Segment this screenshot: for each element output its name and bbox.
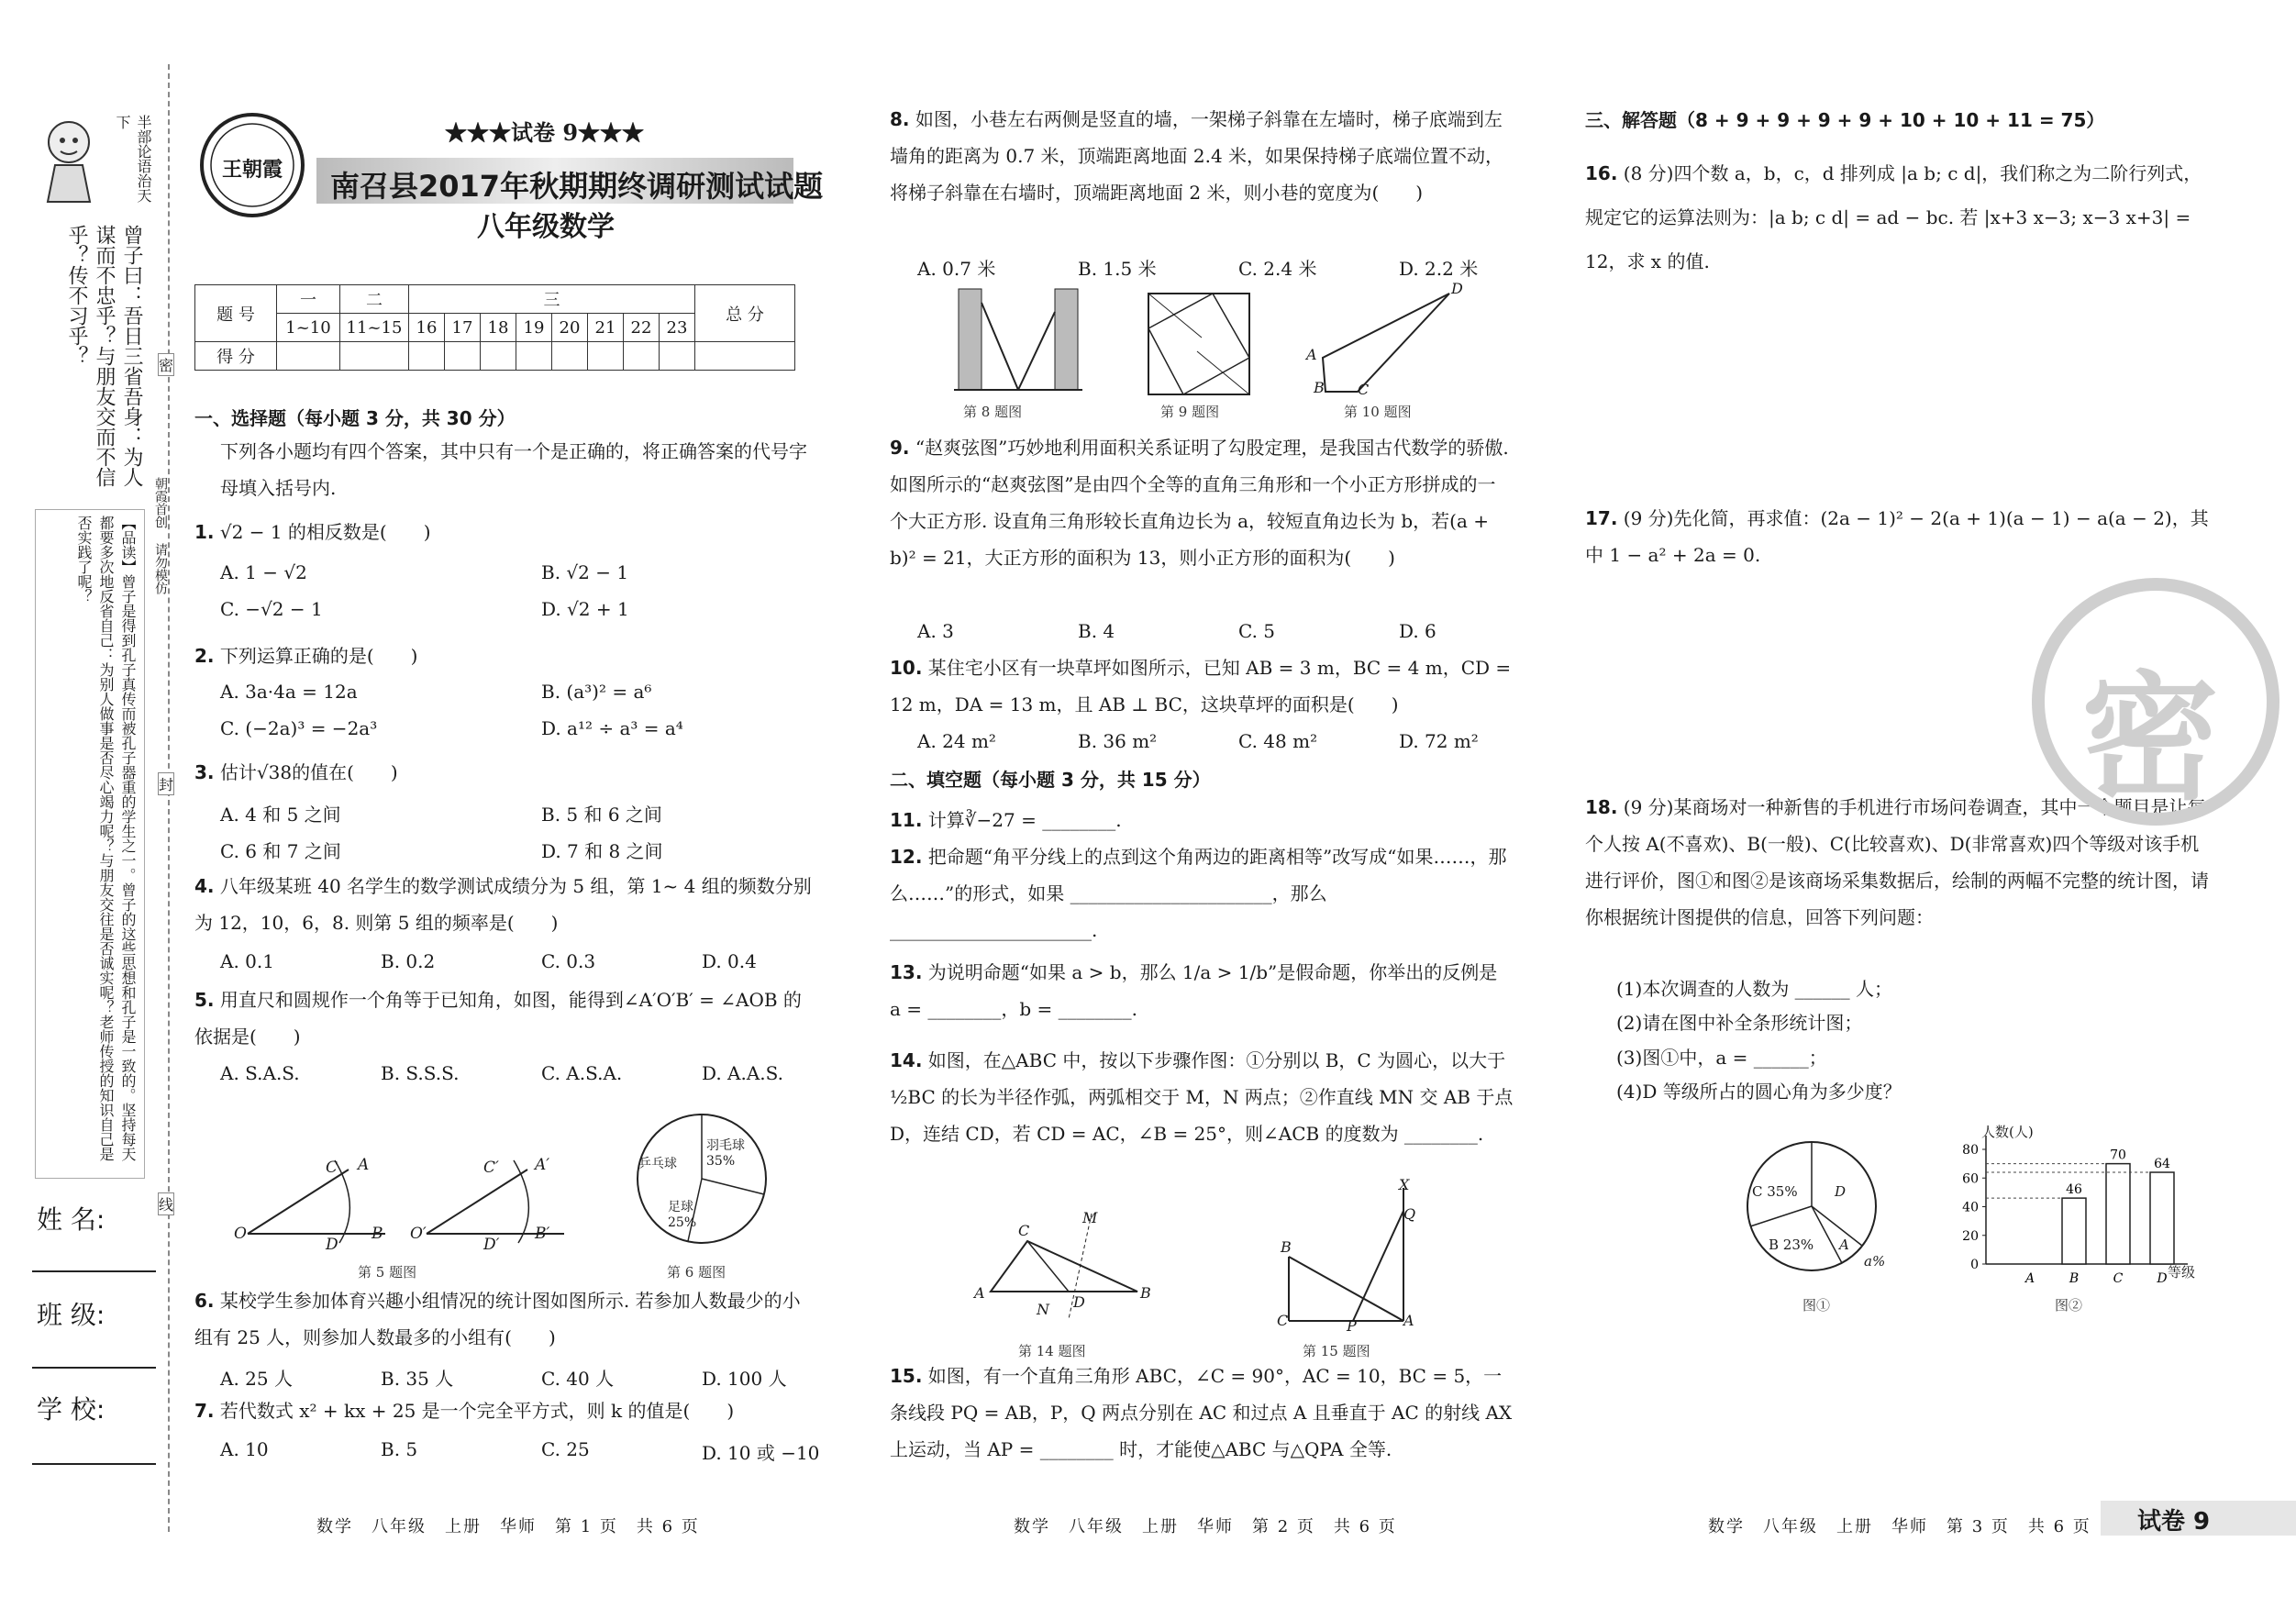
option[interactable]: B. 35 人	[381, 1368, 454, 1390]
x-tick-label: B	[2069, 1271, 2080, 1286]
qnum: 2.	[194, 645, 215, 667]
side-mark-2: 封	[158, 772, 174, 795]
option[interactable]: B. √2 − 1	[541, 561, 629, 583]
dashed-cut-line	[168, 64, 170, 1532]
fig10-label-D: D	[1451, 280, 1463, 297]
question-text: (9 分)先化简，再求值：(2a − 1)² − 2(a + 1)(a − 1) − a(a − 2)，其中 1 − a² + 2a = 0.	[1585, 507, 2209, 566]
q4-options	[220, 950, 862, 972]
confidential-stamp	[2032, 578, 2279, 826]
figure-10	[1303, 280, 1468, 399]
question-4	[194, 868, 818, 941]
fig10-label-B: B	[1314, 379, 1325, 396]
fig6-slice: 足球 25%	[668, 1200, 697, 1230]
score-cell[interactable]	[660, 342, 695, 371]
option[interactable]: C. 40 人	[541, 1368, 615, 1390]
question-text: 某住宅小区有一块草坪如图所示，已知 AB = 3 m，BC = 4 m，CD = 12 m，DA = 13 m，且 AB ⊥ BC，这块草坪的面积是( )	[890, 657, 1512, 715]
bar-chart	[1940, 1126, 2202, 1292]
score-cell[interactable]	[481, 342, 516, 371]
question-6	[194, 1282, 818, 1356]
y-tick-label: 60	[1962, 1171, 1979, 1187]
option[interactable]: B. 1.5 米	[1078, 258, 1157, 280]
corner-tag	[2101, 1501, 2296, 1536]
fig15-label-C: C	[1277, 1312, 1289, 1329]
footer-page-2: 数学 八年级 上册 华师 第 2 页 共 6 页	[1014, 1517, 1397, 1536]
qnum: 3.	[194, 761, 215, 783]
score-head-1: 一	[277, 285, 340, 314]
question-14	[890, 1042, 1514, 1152]
fig9-caption: 第 9 题图	[1160, 404, 1220, 420]
fig10-label-A: A	[1306, 346, 1317, 363]
fig6-caption: 第 6 题图	[667, 1264, 727, 1281]
footer-page-1: 数学 八年级 上册 华师 第 1 页 共 6 页	[316, 1517, 700, 1536]
figure-9	[1147, 292, 1252, 397]
score-q: 22	[624, 314, 660, 342]
q5-options	[220, 1062, 862, 1084]
score-table	[194, 284, 795, 371]
exam-tag: ★★★试卷 9★★★	[445, 119, 645, 146]
qnum: 9.	[890, 437, 910, 459]
bar-chart-xlabel: 等级	[2168, 1264, 2196, 1281]
option[interactable]: A. 10	[220, 1438, 269, 1460]
option[interactable]: C. 2.4 米	[1238, 258, 1317, 280]
question-5	[194, 981, 818, 1055]
option[interactable]: B. 36 m²	[1078, 730, 1158, 752]
score-cell[interactable]	[588, 342, 624, 371]
fig5-label: O′	[410, 1225, 427, 1243]
question-2	[194, 638, 818, 674]
score-q: 11~15	[340, 314, 409, 342]
fig18-pie-label: B 23%	[1769, 1237, 1814, 1253]
bar-data-label: 46	[2066, 1182, 2082, 1198]
class-label: 班 级:	[37, 1300, 105, 1330]
fig18-pie-label: A	[1839, 1237, 1849, 1253]
question-10	[890, 649, 1514, 723]
qnum: 1.	[194, 521, 215, 543]
option[interactable]: C. A.S.A.	[541, 1062, 623, 1084]
question-text: 用直尺和圆规作一个角等于已知角，如图，能得到∠A′O′B′ = ∠AOB 的依据是( )	[194, 989, 802, 1048]
option[interactable]: B. 5 和 6 之间	[541, 804, 662, 826]
qnum: 8.	[890, 108, 910, 130]
fig15-label-P: P	[1347, 1317, 1357, 1335]
option[interactable]: B. 4	[1078, 620, 1115, 642]
qnum: 15.	[890, 1365, 923, 1387]
q8-options	[917, 254, 1559, 281]
option[interactable]: A. 24 m²	[917, 730, 996, 752]
qnum: 13.	[890, 961, 923, 983]
fig18-pie-label: C 35%	[1752, 1183, 1798, 1200]
option[interactable]: D. √2 + 1	[541, 598, 629, 620]
question-18-part-4: (4)D 等级所占的圆心角为多少度？	[1616, 1081, 1902, 1103]
option[interactable]: A. 1 − √2	[220, 561, 307, 583]
fig5-label: D	[326, 1236, 338, 1254]
side-mark-3: 线	[158, 1192, 174, 1215]
name-field[interactable]	[32, 1270, 156, 1272]
question-text: 为说明命题“如果 a > b，那么 1/a > 1/b”是假命题，你举出的反例是 a = ________，b = ________.	[890, 961, 1498, 1020]
q9-options	[917, 620, 1559, 642]
y-tick-label: 40	[1962, 1200, 1979, 1215]
copyright-note: 朝霞首创 请勿模仿	[153, 477, 168, 594]
x-tick-label: A	[2024, 1271, 2035, 1286]
question-18-part-2: (2)请在图中补全条形统计图；	[1616, 1012, 1863, 1034]
option[interactable]: D. 10 或 −10	[702, 1442, 820, 1464]
page-subtitle: 八年级数学	[477, 211, 615, 243]
option[interactable]: A. 4 和 5 之间	[220, 804, 341, 826]
fig6-slice: 羽毛球 35%	[706, 1138, 745, 1169]
question-text: “赵爽弦图”巧妙地利用面积关系证明了勾股定理，是我国古代数学的骄傲. 如图所示的“赵爽弦图”是由四个全等的直角三角形和一个小正方形拼成的一个大正方形. 设直角三角形较长直角边长为 a，较短直角边长为 b，若(a + b)² = 21，大正方形的面积为 13，则小正方形的面积为( )	[890, 437, 1509, 569]
question-text: 某校学生参加体育兴趣小组情况的统计图如图所示. 若参加人数最少的小组有 25 人，则参加人数最多的小组有( )	[194, 1290, 801, 1348]
fig5-label: D′	[483, 1236, 500, 1254]
side-mark-1: 密	[158, 353, 174, 376]
question-text: 八年级某班 40 名学生的数学测试成绩分为 5 组，第 1~ 4 组的频数分别为 12，10，6，8. 则第 5 组的频率是( )	[194, 875, 812, 934]
q2-options	[220, 681, 771, 754]
qnum: 17.	[1585, 507, 1618, 529]
fig15-label-B: B	[1281, 1238, 1292, 1256]
fig6-slice: 乒乓球	[638, 1157, 677, 1171]
q3-options	[220, 800, 771, 873]
option[interactable]: B. 0.2	[381, 950, 436, 972]
bar	[2150, 1172, 2174, 1264]
section-fill-title: 二、填空题（每小题 3 分，共 15 分）	[890, 769, 1211, 791]
question-text: 如图，在△ABC 中，按以下步骤作图：①分别以 B，C 为圆心，以大于 ½BC 的长为半径作弧，两弧相交于 M，N 两点；②作直线 MN 交 AB 于点 D，连结 CD，若 CD = AC，∠B = 25°，则∠ACB 的度数为 ________.	[890, 1049, 1514, 1145]
question-text: 若代数式 x² + kx + 25 是一个完全平方式，则 k 的值是( )	[219, 1400, 735, 1422]
option[interactable]: A. 0.7 米	[917, 258, 996, 280]
score-cell[interactable]	[277, 342, 340, 371]
q7-options	[220, 1438, 862, 1465]
question-text: 下列运算正确的是( )	[219, 645, 418, 667]
question-12	[890, 838, 1514, 948]
question-18-part-3: (3)图①中，a = ______；	[1616, 1047, 1827, 1069]
qnum: 4.	[194, 875, 215, 897]
school-label: 学 校:	[37, 1394, 105, 1425]
x-tick-label: C	[2113, 1271, 2124, 1286]
fig15-caption: 第 15 题图	[1303, 1343, 1370, 1359]
question-3	[194, 754, 818, 791]
fig5-caption: 第 5 题图	[358, 1264, 417, 1281]
footer-page-3: 数学 八年级 上册 华师 第 3 页 共 6 页	[1708, 1517, 2091, 1536]
option[interactable]: C. 0.3	[541, 950, 596, 972]
mascot-icon	[37, 115, 101, 206]
question-text: 如图，小巷左右两侧是竖直的墙，一架梯子斜靠在左墙时，梯子底端到左墙角的距离为 0.7 米，顶端距离地面 2.4 米，如果保持梯子底端位置不动，将梯子斜靠在右墙时，顶端距离地面 2 米，则小巷的宽度为( )	[890, 108, 1504, 204]
fig5-label: C′	[483, 1159, 499, 1177]
qnum: 12.	[890, 846, 923, 868]
y-tick-label: 0	[1970, 1258, 1979, 1272]
option[interactable]: C. (−2a)³ = −2a³	[220, 717, 378, 739]
fig18-pie-label: D	[1835, 1183, 1847, 1200]
question-text: 把命题“角平分线上的点到这个角两边的距离相等”改写成“如果……，那么……”的形式，如果 ______________________，那么 ______________________.	[890, 846, 1507, 941]
figure-18-pie	[1743, 1137, 1886, 1275]
fig8-caption: 第 8 题图	[963, 404, 1023, 420]
fig10-label-C: C	[1358, 381, 1370, 398]
score-q: 17	[445, 314, 481, 342]
bar-data-label: 64	[2154, 1157, 2170, 1171]
question-8	[890, 101, 1514, 211]
option[interactable]: A. S.A.S.	[220, 1062, 300, 1084]
bar	[2106, 1164, 2130, 1264]
score-q: 16	[409, 314, 445, 342]
option[interactable]: D. 72 m²	[1399, 730, 1479, 752]
option[interactable]: D. 7 和 8 之间	[541, 840, 663, 862]
quote: 曾子曰：吾日三省吾身：为人谋而不忠乎？与朋友交而不信乎？传不习乎？	[65, 225, 143, 487]
score-cell[interactable]	[516, 342, 552, 371]
score-head-3: 三	[409, 285, 695, 314]
question-17	[1585, 500, 2209, 573]
option[interactable]: C. 48 m²	[1238, 730, 1318, 752]
class-field[interactable]	[32, 1367, 156, 1369]
option[interactable]: D. a¹² ÷ a³ = a⁴	[541, 717, 683, 739]
option[interactable]: D. 100 人	[702, 1368, 787, 1390]
logo-text: 王朝霞	[221, 158, 283, 182]
question-16	[1585, 151, 2209, 283]
question-18-part-1: (1)本次调查的人数为 ______ 人；	[1616, 978, 1893, 1000]
question-text: (9 分)某商场对一种新售的手机进行市场问卷调查，其中一个题目是让每个人按 A(不喜欢)、B(一般)、C(比较喜欢)、D(非常喜欢)四个等级对该手机进行评价，图①和图②是该商场采集数据后，绘制的两幅不完整的统计图，请你根据统计图提供的信息，回答下列问题：	[1585, 796, 2209, 928]
option[interactable]: D. 2.2 米	[1399, 258, 1479, 280]
fig14-label-C: C	[1018, 1222, 1030, 1239]
score-q: 20	[552, 314, 588, 342]
name-label: 姓 名:	[37, 1204, 105, 1235]
question-7	[194, 1392, 818, 1429]
bar-chart-svg	[1940, 1126, 2202, 1292]
score-q: 18	[481, 314, 516, 342]
fig15-label-Q: Q	[1403, 1205, 1416, 1223]
section-answer-title: 三、解答题（8 + 9 + 9 + 9 + 9 + 10 + 10 + 11 = 75）	[1585, 109, 2105, 131]
fig14-label-M: M	[1082, 1209, 1098, 1226]
question-text: (8 分)四个数 a，b，c，d 排列成 |a b; c d|，我们称之为二阶行列式，规定它的运算法则为：|a b; c d| = ad − bc. 若 |x+3 x−3; x−3 x+3| = 12，求 x 的值.	[1585, 162, 2202, 272]
option[interactable]: D. 0.4	[702, 950, 757, 972]
score-q: 1~10	[277, 314, 340, 342]
school-field[interactable]	[32, 1463, 156, 1465]
question-1	[194, 514, 818, 550]
fig5-label: O	[234, 1225, 247, 1243]
option[interactable]: C. 25	[541, 1438, 590, 1460]
q1-options	[220, 561, 771, 635]
question-text: 计算∛−27 = ________.	[927, 809, 1122, 831]
option[interactable]: C. 5	[1238, 620, 1276, 642]
score-cell[interactable]	[340, 342, 409, 371]
option[interactable]: B. (a³)² = a⁶	[541, 681, 652, 703]
figure-5	[234, 1133, 619, 1252]
fig15-label-X: X	[1399, 1176, 1410, 1193]
score-head-2: 二	[340, 285, 409, 314]
question-text: 估计√38的值在( )	[219, 761, 398, 783]
option[interactable]: D. 6	[1399, 620, 1436, 642]
qnum: 5.	[194, 989, 215, 1011]
sidebar	[28, 105, 151, 1188]
y-tick-label: 80	[1962, 1143, 1979, 1158]
score-cell[interactable]	[445, 342, 481, 371]
motto-top: 半部论语治天下	[114, 115, 152, 203]
qnum: 11.	[890, 809, 923, 831]
score-cell[interactable]	[409, 342, 445, 371]
score-q: 23	[660, 314, 695, 342]
section-choice-title: 一、选择题（每小题 3 分，共 30 分）	[194, 407, 516, 429]
figure-14	[972, 1209, 1156, 1324]
question-15	[890, 1358, 1514, 1468]
option[interactable]: A. 3	[917, 620, 954, 642]
score-cell[interactable]	[552, 342, 588, 371]
bar-chart-ylabel: 人数(人)	[1981, 1124, 2034, 1140]
fig15-label-A: A	[1403, 1312, 1414, 1329]
fig14-label-B: B	[1140, 1284, 1151, 1302]
figure-8	[954, 284, 1082, 394]
score-q: 19	[516, 314, 552, 342]
y-tick-label: 20	[1962, 1228, 1979, 1244]
question-text: √2 − 1 的相反数是( )	[219, 521, 431, 543]
score-head-total: 总 分	[695, 285, 795, 342]
fig5-label: B′	[535, 1225, 550, 1243]
page-title: 南召县2017年秋期期终调研测试试题	[330, 169, 824, 204]
option[interactable]: A. 0.1	[220, 950, 274, 972]
qnum: 16.	[1585, 162, 1618, 184]
question-13	[890, 954, 1514, 1027]
figure-6-pie	[633, 1110, 771, 1248]
qnum: 7.	[194, 1400, 215, 1422]
score-row-label: 得 分	[195, 342, 277, 371]
fig14-label-N: N	[1037, 1301, 1049, 1318]
bar-data-label: 70	[2110, 1148, 2126, 1163]
fig18-pie-label: a%	[1864, 1253, 1886, 1270]
qnum: 18.	[1585, 796, 1618, 818]
qnum: 10.	[890, 657, 923, 679]
stamp-char: 密	[2081, 660, 2220, 819]
score-cell[interactable]	[624, 342, 660, 371]
fig18-pie-caption: 图①	[1802, 1297, 1831, 1314]
fig5-label: A′	[535, 1156, 550, 1174]
qnum: 14.	[890, 1049, 923, 1071]
section-choice-intro: 下列各小题均有四个答案，其中只有一个是正确的，将正确答案的代号字母填入括号内.	[220, 440, 807, 499]
reading-note: 【品读】曾子是得到孔子真传而被孔子器重的学生之一。曾子的这些思想和孔子是一致的。坚持每天都要多次地反省自己：为别人做事是否尽心竭力呢？与朋友交往是否诚实呢？老师传授的知识自己是否实践了呢？	[35, 509, 145, 1179]
corner-tag-text: 试卷 9	[2137, 1508, 2211, 1536]
logo	[197, 110, 307, 220]
score-q: 21	[588, 314, 624, 342]
fig18-bar-caption: 图②	[2055, 1297, 2083, 1314]
option[interactable]: B. 5	[381, 1438, 418, 1460]
q10-options	[917, 730, 1559, 752]
option[interactable]: D. A.A.S.	[702, 1062, 783, 1084]
fig14-label-A: A	[974, 1284, 985, 1302]
fig5-label: B	[372, 1225, 383, 1243]
option[interactable]: A. 25 人	[220, 1368, 293, 1390]
score-cell[interactable]	[695, 342, 795, 371]
question-text: 如图，有一个直角三角形 ABC，∠C = 90°，AC = 10，BC = 5，一条线段 PQ = AB，P，Q 两点分别在 AC 和过点 A 且垂直于 AC 的射线 AX 上运动，当 AP = ________ 时，才能使△ABC 与△QPA 全等.	[890, 1365, 1513, 1460]
option[interactable]: C. 6 和 7 之间	[220, 840, 341, 862]
fig10-caption: 第 10 题图	[1344, 404, 1412, 420]
fig5-label: A	[358, 1156, 370, 1174]
x-tick-label: D	[2157, 1271, 2168, 1286]
fig14-caption: 第 14 题图	[1018, 1343, 1086, 1359]
option[interactable]: A. 3a·4a = 12a	[220, 681, 358, 703]
question-11	[890, 802, 1514, 838]
score-head-label: 题 号	[195, 285, 277, 342]
q6-options	[220, 1364, 862, 1391]
figure-15	[1275, 1176, 1431, 1335]
qnum: 6.	[194, 1290, 215, 1312]
bar	[2062, 1198, 2086, 1264]
question-9	[890, 429, 1514, 576]
fig5-label: C	[326, 1159, 338, 1177]
option[interactable]: B. S.S.S.	[381, 1062, 460, 1084]
option[interactable]: C. −√2 − 1	[220, 598, 323, 620]
fig14-label-D: D	[1073, 1293, 1085, 1311]
